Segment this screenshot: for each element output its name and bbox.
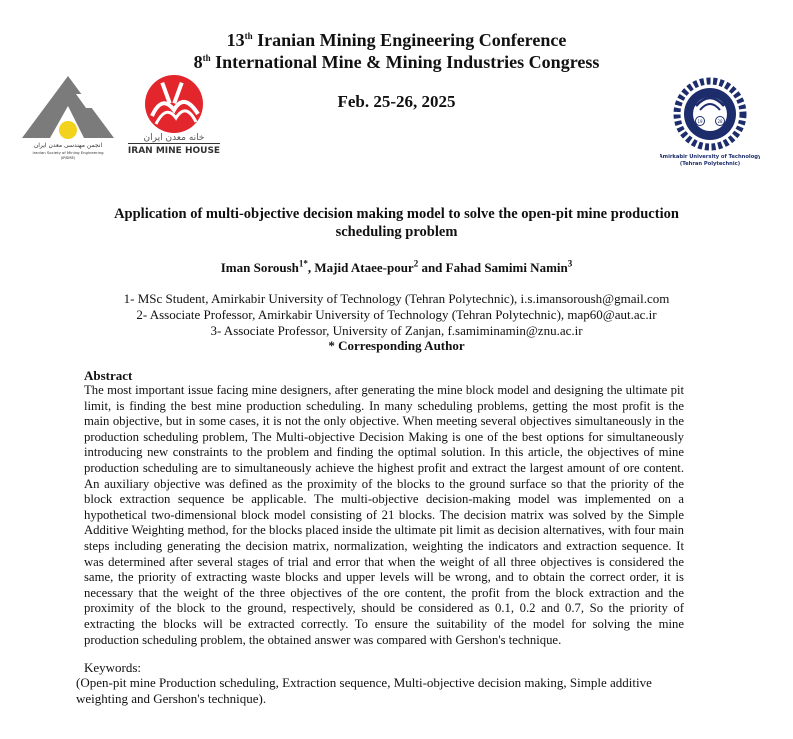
conference-title: 13th Iranian Mining Engineering Conference (226, 30, 567, 50)
conference-date: Feb. 25-26, 2025 (337, 92, 456, 111)
affiliation-3: 3- Associate Professor, University of Zanjan, f.samiminamin@znu.ac.ir (210, 323, 583, 338)
congress-title: 8th International Mine & Mining Industries Congress (193, 52, 600, 72)
author-list: Iman Soroush$^{1*}$, Majid Ataee-pour$^2$ and Fahad Samimi Namin$^3$ (220, 258, 573, 275)
keywords-list: (Open-pit mine Production scheduling, Extraction sequence, Multi-objective decision making, Simple additive weighting and Gershon's technique). (76, 675, 652, 706)
iran-mine-house-logo (126, 74, 222, 156)
abstract-body: The most important issue facing mine designers, after generating the mine block model and designing the ultimate pit limit, is finding the best mine production scheduling. In many scheduling problems, getting the most profit is the main objective, but in some cases, it is not the only objective. When meeting several objectives simultaneously in the production scheduling problem, The Multi-objective Decision Making is one of the best options for simultaneously introducing new constraints to the problem and finding the optimal solution. In this article, the objectives of mine production scheduling are to simultaneously achieve the highest profit and extract the largest amount of ore content. An auxiliary objective was defined as the proximity of the blocks to the ground surface so that the priority of the block extraction sequence be applicable. The multi-objective decision-making model was implemented on a hypothetical two-dimensional block model consisting of 21 blocks. The decision matrix was solved by the Simple Additive Weighting method, for the blocks placed inside the ultimate pit limit as decision alternatives, with four main steps including generating the decision matrix, normalization, weighting the indicators and extraction sequence. It was determined after several stages of trial and error that when the weight of all three objectives is considered the same, the priority of extracting waste blocks and upper levels will be wrong, and to obtain the correct order, it is necessary that the weight of the three objectives of the ore content, the profit from the block extraction and the proximity of the block to the ground, respectively, should be considered as 0.1, 0.2 and 0.7, So the priority of extracting the blocks will be extracted correctly. To ensure the suitability of the model for solving the mine production scheduling problem, the obtained answer was compared with Gershon's technique. (84, 383, 684, 647)
affiliation-2: 2- Associate Professor, Amirkabir University of Technology (Tehran Polytechnic), map60@aut.ac.ir (136, 307, 657, 322)
aut-year-2: 28 (717, 119, 723, 124)
irsme-logo (18, 70, 118, 160)
author-name: Fahad Samimi Namin (445, 260, 568, 275)
paper-title-line-1: Application of multi-objective decision making model to solve the open-pit mine production (114, 206, 679, 222)
aut-caption-1: Amirkabir University of Technology (660, 154, 760, 160)
aut-caption-2: (Tehran Polytechnic) (679, 161, 741, 167)
author-name: Majid Ataee-pour (314, 260, 414, 275)
keywords-heading: Keywords: (84, 660, 142, 675)
corresponding-author-note: * Corresponding Author (328, 338, 465, 353)
author-name: Iman Soroush (220, 260, 299, 275)
imh-caption: IRAN MINE HOUSE (127, 146, 221, 156)
aut-year-1: 19 (697, 119, 703, 124)
amirkabir-logo (660, 76, 760, 172)
imh-persian-text: خانه معدن ایران (143, 133, 205, 143)
affiliation-1: 1- MSc Student, Amirkabir University of Technology (Tehran Polytechnic), i.s.imansoroush@gmail.com (123, 291, 670, 306)
irsme-persian-text: انجمن مهندسی معدن ایران (33, 142, 103, 149)
abstract-heading: Abstract (84, 368, 133, 383)
irsme-caption: Iranian Society of Mining Engineering (32, 150, 104, 155)
paper-title-line-2: scheduling problem (335, 224, 458, 240)
irsme-abbr: (IRSME) (60, 155, 76, 160)
